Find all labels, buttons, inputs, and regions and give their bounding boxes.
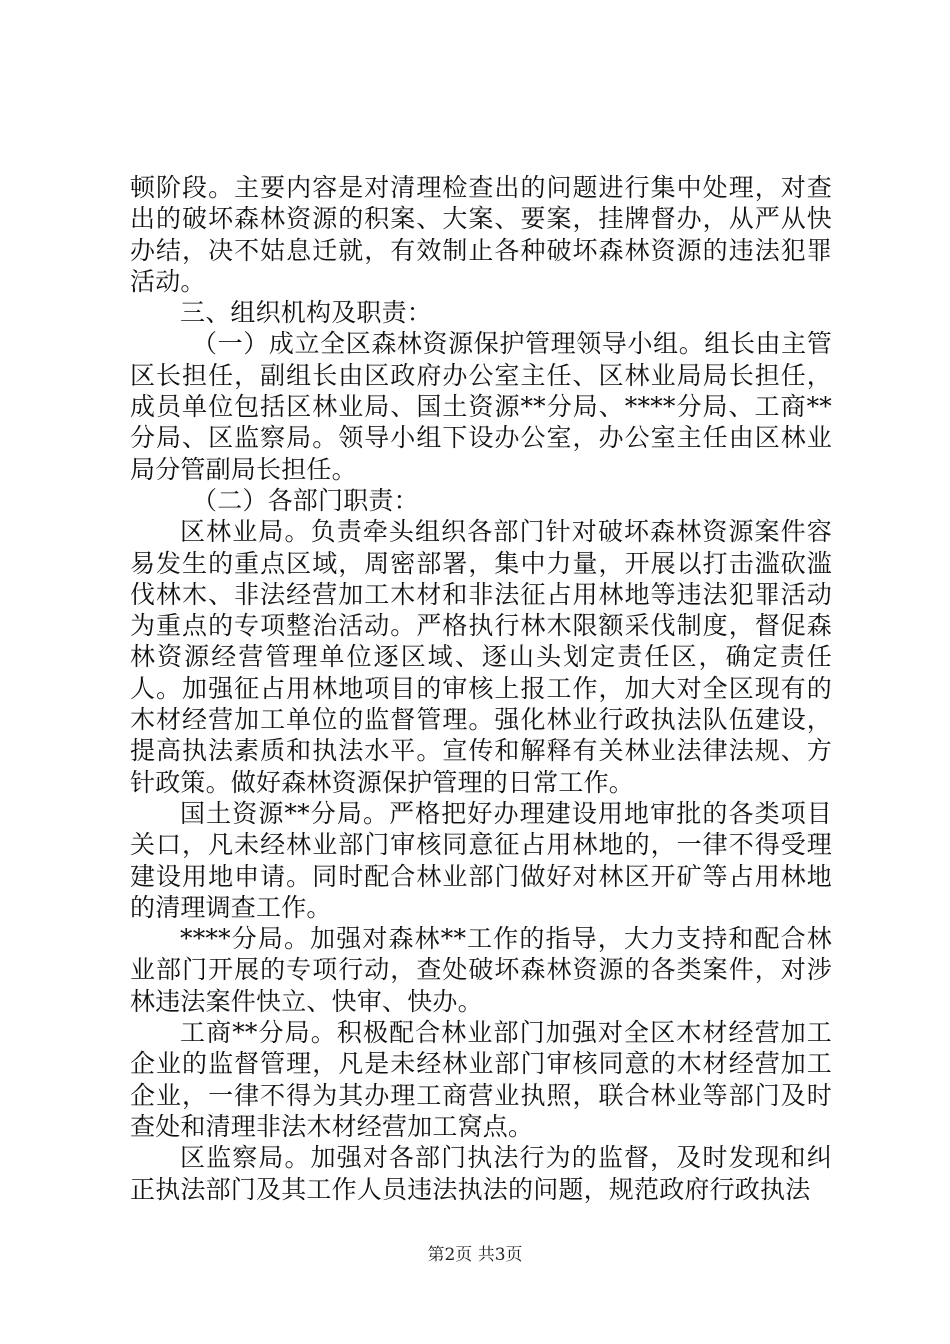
paragraph-leading-group: （一）成立全区森林资源保护管理领导小组。组长由主管区长担任，副组长由区政府办公室主任、区林业局局长担任，成员单位包括区林业局、国土资源**分局、****分局、工商**分局、区监察局。领导小组下设办公室，办公室主任由区林业局分管副局长担任。 — [130, 329, 832, 484]
page-number-footer: 第2页 共3页 — [427, 1245, 523, 1265]
paragraph-forestry-bureau: 区林业局。负责牵头组织各部门针对破坏森林资源案件容易发生的重点区域，周密部署，集中力量，开展以打击滥砍滥伐林木、非法经营加工木材和非法征占用林地等违法犯罪活动为重点的专项整治活动。严格执行林木限额采伐制度，督促森林资源经营管理单位逐区域、逐山头划定责任区，确定责任人。加强征占用林地项目的审核上报工作，加大对全区现有的木材经营加工单位的监督管理。强化林业行政执法队伍建设，提高执法素质和执法水平。宣传和解释有关林业法律法规、方针政策。做好森林资源保护管理的日常工作。 — [130, 517, 832, 797]
paragraph-land-resources: 国土资源**分局。严格把好办理建设用地审批的各类项目关口，凡未经林业部门审核同意征占用林地的，一律不得受理建设用地申请。同时配合林业部门做好对林区开矿等占用林地的清理调查工作。 — [130, 798, 832, 922]
document-body — [130, 172, 832, 1205]
paragraph-supervision-bureau: 区监察局。加强对各部门执法行为的监督，及时发现和纠正执法部门及其工作人员违法执法的问题，规范政府行政执法 — [130, 1143, 832, 1204]
paragraph-continuation: 顿阶段。主要内容是对清理检查出的问题进行集中处理，对查出的破坏森林资源的积案、大案、要案，挂牌督办，从严从快办结，决不姑息迁就，有效制止各种破坏森林资源的违法犯罪活动。 — [130, 173, 832, 296]
paragraph-branch-bureau: ****分局。加强对森林**工作的指导，大力支持和配合林业部门开展的专项行动，查处破坏森林资源的各类案件，对涉林违法案件快立、快审、快办。 — [130, 924, 832, 1016]
subsection-heading-duties: （二）各部门职责： — [192, 485, 419, 515]
paragraph-commerce-bureau: 工商**分局。积极配合林业部门加强对全区木材经营加工企业的监督管理，凡是未经林业部门审核同意的木材经营加工企业，一律不得为其办理工商营业执照，联合林业等部门及时查处和清理非法木材经营加工窝点。 — [130, 1018, 832, 1141]
section-heading-organization: 三、组织机构及职责： — [180, 298, 433, 328]
